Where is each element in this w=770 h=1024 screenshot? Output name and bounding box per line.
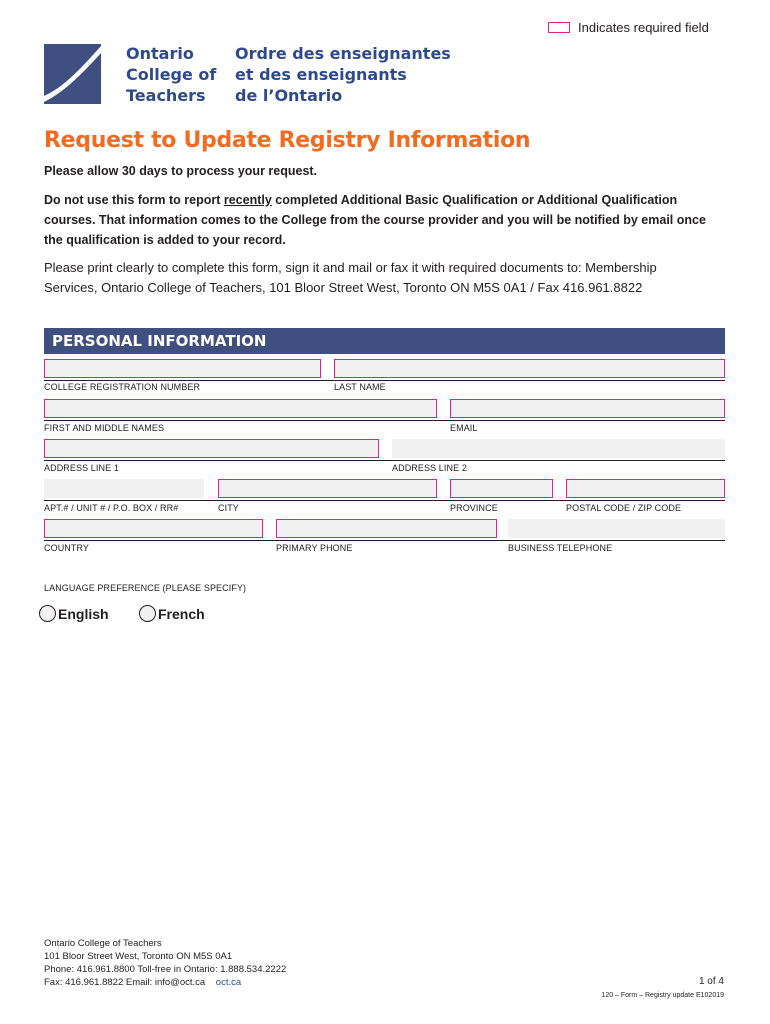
postal-code-input[interactable] <box>566 479 725 498</box>
country-label: COUNTRY <box>44 543 90 553</box>
footer-address: 101 Bloor Street West, Toronto ON M5S 0A1 <box>44 951 233 962</box>
primary-phone-input[interactable] <box>276 519 497 538</box>
row-divider <box>44 500 725 501</box>
footer-phone: Phone: 416.961.8800 Toll-free in Ontario: 1.888.534.2222 <box>44 964 287 975</box>
address-line-1-input[interactable] <box>44 439 379 458</box>
required-legend-text: Indicates required field <box>578 20 709 35</box>
college-registration-number-input[interactable] <box>44 359 321 378</box>
email-label: EMAIL <box>450 423 478 433</box>
language-preference-label: LANGUAGE PREFERENCE (PLEASE SPECIFY) <box>44 583 247 593</box>
college-registration-number-label: COLLEGE REGISTRATION NUMBER <box>44 382 201 392</box>
language-option-english[interactable] <box>39 605 109 622</box>
address-line-1-label: ADDRESS LINE 1 <box>44 463 119 473</box>
section-header-personal-info: PERSONAL INFORMATION <box>44 328 725 354</box>
footer-fax-email: Fax: 416.961.8822 Email: info@oct.ca <box>44 977 206 988</box>
radio-button-english[interactable] <box>39 605 56 622</box>
first-middle-names-input[interactable] <box>44 399 437 418</box>
address-line-2-input[interactable] <box>392 439 725 458</box>
province-label: PROVINCE <box>450 503 498 513</box>
country-input[interactable] <box>44 519 263 538</box>
row-divider <box>44 380 725 381</box>
city-label: CITY <box>218 503 239 513</box>
footer-contact-info <box>44 937 286 989</box>
last-name-input[interactable] <box>334 359 725 378</box>
city-input[interactable] <box>218 479 437 498</box>
first-middle-names-label: FIRST AND MIDDLE NAMES <box>44 423 165 433</box>
last-name-label: LAST NAME <box>334 382 386 392</box>
required-indicator-swatch <box>548 22 570 33</box>
business-telephone-label: BUSINESS TELEPHONE <box>508 543 613 553</box>
radio-button-french[interactable] <box>139 605 156 622</box>
required-field-legend <box>548 20 709 35</box>
row-divider <box>44 420 725 421</box>
business-telephone-input[interactable] <box>508 519 725 538</box>
form-code: 120 – Form – Registry update E102019 <box>601 992 724 999</box>
language-option-french[interactable] <box>139 605 205 622</box>
form-title: Request to Update Registry Information <box>44 128 531 153</box>
primary-phone-label: PRIMARY PHONE <box>276 543 353 553</box>
postal-code-label: POSTAL CODE / ZIP CODE <box>566 503 682 513</box>
logo-french-name: Ordre des enseignantes et des enseignants de l’Ontario <box>235 44 451 105</box>
language-option-label: French <box>158 605 205 622</box>
row-divider <box>44 540 725 541</box>
language-option-label: English <box>58 605 109 622</box>
footer-org-name: Ontario College of Teachers <box>44 938 162 949</box>
apt-unit-po-box-label: APT.# / UNIT # / P.O. BOX / RR# <box>44 503 179 513</box>
page-number: 1 of 4 <box>698 976 724 987</box>
logo-english-name: Ontario College of Teachers <box>126 44 217 105</box>
oct-logo-icon <box>44 44 101 104</box>
province-input[interactable] <box>450 479 553 498</box>
row-divider <box>44 460 725 461</box>
website-link[interactable]: oct.ca <box>215 977 242 988</box>
mailing-instructions: Please print clearly to complete this form, sign it and mail or fax it with required documents to: Membership Services, Ontario College of Teachers, 101 Bloor Street West, Toronto ON M5S 0A1 / Fax 416.961.8822 <box>44 260 657 295</box>
email-input[interactable] <box>450 399 725 418</box>
apt-unit-po-box-input[interactable] <box>44 479 204 498</box>
address-line-2-label: ADDRESS LINE 2 <box>392 463 467 473</box>
processing-time-note: Please allow 30 days to process your request. <box>44 164 318 178</box>
warning-paragraph: Do not use this form to report recently completed Additional Basic Qualification or Additional Qualification courses. That information comes to the College from the course provider and you will be notified by email once the qualification is added to your record. <box>44 193 706 247</box>
